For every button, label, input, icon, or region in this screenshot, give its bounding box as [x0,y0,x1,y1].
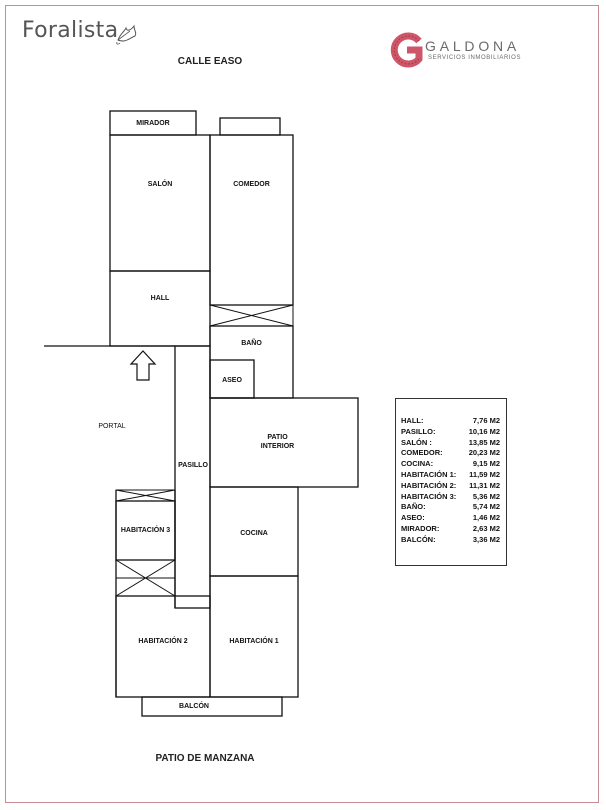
street-label-bottom: PATIO DE MANZANA [155,753,255,764]
mirador-comedor-outline [220,118,280,135]
area-value: 5,74 M2 [472,502,500,512]
area-name: COCINA: [401,459,434,469]
area-name: HABITACIÓN 2: [401,480,457,490]
area-row [401,459,500,470]
area-value: 2,63 M2 [472,523,500,533]
area-value: 9,15 M2 [472,459,500,469]
label-mirador: MIRADOR [136,120,170,127]
pasillo-outline [175,346,210,608]
label-bano: BAÑO [241,340,262,347]
label-patio-interior [210,433,345,451]
label-comedor: COMEDOR [233,181,270,188]
area-value: 5,36 M2 [472,491,500,501]
label-patio-line2: INTERIOR [260,443,295,450]
area-value: 20,23 M2 [468,448,500,458]
area-value: 3,36 M2 [472,534,500,544]
area-name: HABITACIÓN 3: [401,491,457,501]
area-value: 1,46 M2 [472,513,500,523]
area-table [395,398,507,566]
area-value: 7,76 M2 [472,416,500,425]
area-row [401,427,500,438]
habitacion2-outline [116,596,210,697]
area-row [401,502,500,513]
area-row [401,513,500,524]
label-pasillo: PASILLO [178,462,208,469]
area-row [401,481,500,492]
area-value: 11,59 M2 [469,469,500,479]
street-label-top: CALLE EASO [177,56,243,67]
area-row [401,535,500,546]
label-balcon: BALCÓN [179,703,209,710]
area-name: BALCÓN: [401,534,436,544]
salon-outline [110,135,210,271]
label-habitacion1: HABITACIÓN 1 [229,638,279,645]
label-aseo: ASEO [222,377,242,384]
comedor-outline [210,135,293,305]
area-name: HALL: [401,416,424,425]
area-name: COMEDOR: [401,448,443,458]
label-salon: SALÓN [147,181,173,188]
foralista-wordmark: Foralista [22,18,119,43]
area-name: ASEO: [401,513,425,523]
entrance-arrow-icon [131,351,155,380]
label-patio-line1: PATIO [267,434,288,441]
hall-outline [110,271,210,346]
galdona-tagline: SERVICIOS INMOBILIARIOS [428,55,522,61]
area-name: PASILLO: [401,426,436,436]
area-row [401,524,500,535]
area-value: 10,16 M2 [468,426,500,436]
area-row [401,438,500,449]
bano-outline [210,326,293,398]
area-row [401,416,500,427]
area-row [401,448,500,459]
galdona-wordmark: GALDONA [425,38,521,54]
label-cocina: COCINA [240,530,268,537]
label-habitacion2: HABITACIÓN 2 [138,638,188,645]
label-portal: PORTAL [98,423,126,430]
label-hall: HALL [150,295,170,302]
area-name: MIRADOR: [401,523,440,533]
area-name: BAÑO: [401,502,426,512]
label-habitacion3: HABITACIÓN 3 [120,527,171,534]
area-name: SALÓN : [401,437,432,447]
area-name: HABITACIÓN 1: [401,469,457,479]
area-value: 11,31 M2 [469,480,500,490]
area-row [401,470,500,481]
area-value: 13,85 M2 [468,437,500,447]
area-row [401,492,500,503]
